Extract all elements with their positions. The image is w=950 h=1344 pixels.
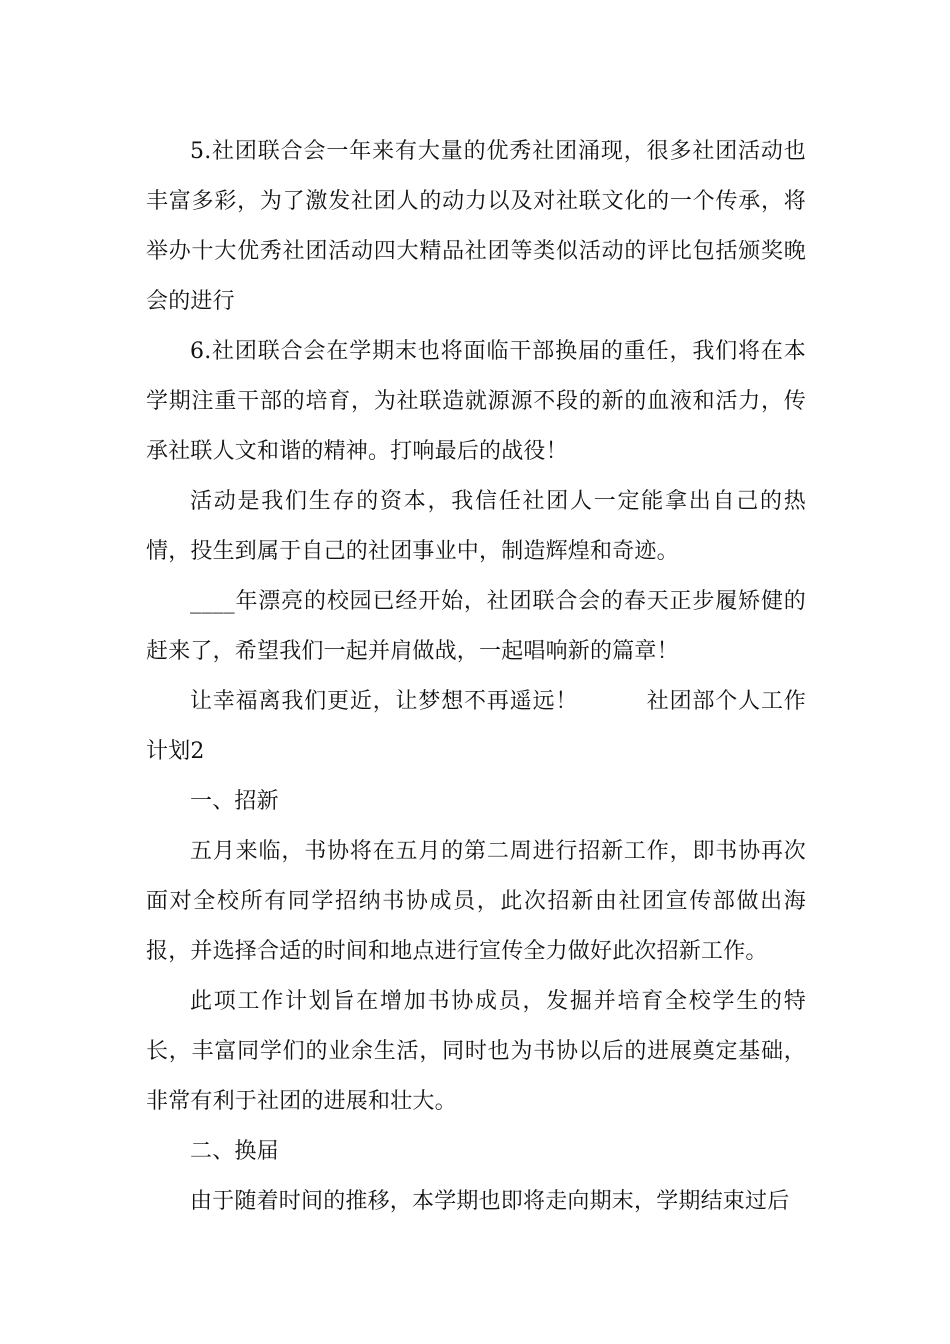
paragraph-activity-capital: 活动是我们生存的资本，我信任社团人一定能拿出自己的热情，投生到属于自己的社团事业中，制造辉煌和奇迹。 [146,489,806,564]
section-heading-reelection: 二、换届 [190,1139,279,1164]
section-heading-recruitment: 一、招新 [190,789,279,814]
document-body [146,127,806,1227]
paragraph-closing-and-title: 让幸福离我们更近，让梦想不再遥远！ 社团部个人工作计划2 [146,689,806,764]
paragraph-item-6: 6.社团联合会在学期末也将面临干部换届的重任，我们将在本学期注重干部的培育，为社联造就源源不段的新的血液和活力，传承社联人文和谐的精神。打响最后的战役！ [146,339,806,464]
paragraph-recruitment-purpose: 此项工作计划旨在增加书协成员，发掘并培育全校学生的特长，丰富同学们的业余生活，同时也为书协以后的进展奠定基础，非常有利于社团的进展和壮大。 [146,989,806,1114]
paragraph-reelection: 由于随着时间的推移，本学期也即将走向期末，学期结束过后 [190,1189,790,1214]
paragraph-recruitment-plan: 五月来临，书协将在五月的第二周进行招新工作，即书协再次面对全校所有同学招纳书协成员，此次招新由社团宣传部做出海报，并选择合适的时间和地点进行宣传全力做好此次招新工作。 [146,839,806,964]
paragraph-new-year: ____年漂亮的校园已经开始，社团联合会的春天正步履矫健的赶来了，希望我们一起并肩做战，一起唱响新的篇章！ [146,589,806,664]
paragraph-item-5: 5.社团联合会一年来有大量的优秀社团涌现，很多社团活动也丰富多彩，为了激发社团人的动力以及对社联文化的一个传承，将举办十大优秀社团活动四大精品社团等类似活动的评比包括颁奖晚会的进行 [146,139,806,314]
